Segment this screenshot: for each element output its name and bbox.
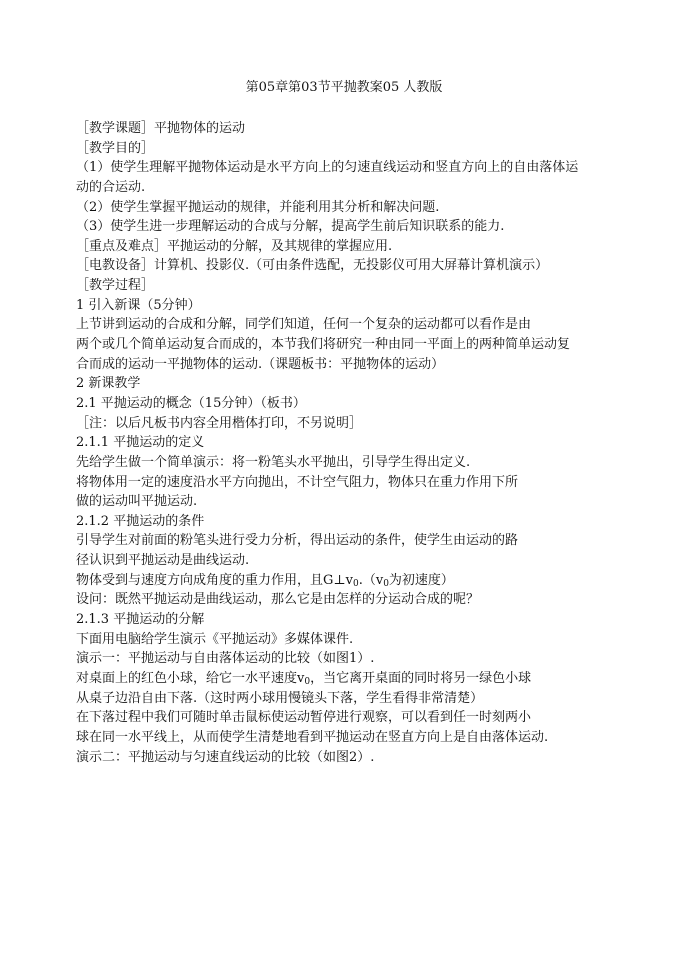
text-line: 两个或几个简单运动复合而成的，本节我们将研究一种由同一平面上的两种简单运动复 — [76, 337, 571, 353]
text-run: 为初速度） — [388, 572, 454, 588]
text-line: ［教学过程］ — [76, 278, 155, 294]
text-line: 下面用电脑给学生演示《平抛运动》多媒体课件. — [76, 631, 354, 647]
text-line: 做的运动叫平抛运动. — [76, 494, 198, 510]
text-line: 引导学生对前面的粉笔头进行受力分析，得出运动的条件，使学生由运动的路 — [76, 533, 519, 549]
text-line: ［教学课题］平抛物体的运动 — [76, 121, 246, 136]
text-line: 1 引入新课（5分钟） — [76, 297, 201, 313]
text-line: ［电教设备］计算机、投影仪.（可由条件选配，无投影仪可用大屏幕计算机演示） — [76, 258, 549, 274]
text-line: 在下落过程中我们可随时单击鼠标使运动暂停进行观察，可以看到任一时刻两小 — [76, 710, 532, 726]
text-line: ［教学目的］ — [76, 140, 155, 156]
text-line: 2.1.3 平抛运动的分解 — [76, 612, 205, 628]
text-line: 演示一：平抛运动与自由落体运动的比较（如图1）. — [76, 651, 375, 667]
text-line: 径认识到平抛运动是曲线运动. — [76, 553, 250, 569]
text-line: （3）使学生进一步理解运动的合成与分解，提高学生前后知识联系的能力. — [76, 219, 505, 235]
text-line: ［重点及难点］平抛运动的分解，及其规律的掌握应用. — [76, 238, 393, 254]
text-line: 从桌子边沿自由下落.（这时两小球用慢镜头下落，学生看得非常清楚） — [76, 690, 484, 706]
text-line: 演示二：平抛运动与匀速直线运动的比较（如图2）. — [76, 749, 375, 765]
text-line — [76, 669, 621, 689]
text-line: 动的合运动. — [76, 179, 146, 195]
text-run: 对桌面上的红色小球，给它一水平速度v — [76, 670, 305, 686]
text-line: 将物体用一定的速度沿水平方向抛出，不计空气阻力，物体只在重力作用下所 — [76, 474, 519, 490]
text-line: 2.1.1 平抛运动的定义 — [76, 435, 205, 451]
text-line: 设问：既然平抛运动是曲线运动，那么它是由怎样的分运动合成的呢？ — [76, 592, 480, 608]
text-run: 物体受到与速度方向成角度的重力作用，且G⊥v — [76, 572, 353, 588]
text-line: 2.1.2 平抛运动的条件 — [76, 513, 205, 529]
text-line: 2 新课教学 — [76, 376, 141, 392]
text-line: 上节讲到运动的合成和分解，同学们知道，任何一个复杂的运动都可以看作是由 — [76, 317, 532, 333]
document-body — [76, 119, 621, 767]
document-title: 第05章第03节平抛教案05 人教版 — [245, 80, 443, 95]
text-line: 合而成的运动一平抛物体的运动.（课题板书：平抛物体的运动） — [76, 356, 445, 372]
text-line: 先给学生做一个简单演示：将一粉笔头水平抛出，引导学生得出定义. — [76, 454, 471, 470]
subscript: 0 — [304, 676, 311, 687]
subscript: 0 — [352, 578, 359, 589]
text-line: （2）使学生掌握平抛运动的规律，并能利用其分析和解决问题. — [76, 199, 440, 215]
text-run: ，当它离开桌面的同时将另一绿色小球 — [310, 670, 532, 686]
text-line — [76, 571, 621, 591]
text-line: （1）使学生理解平抛物体运动是水平方向上的匀速直线运动和竖直方向上的自由落体运 — [76, 160, 579, 176]
text-run: .（v — [358, 572, 384, 588]
subscript: 0 — [383, 578, 389, 589]
text-line: 球在同一水平线上，从而使学生清楚地看到平抛运动在竖直方向上是自由落体运动. — [76, 729, 549, 745]
text-line: ［注：以后凡板书内容全用楷体打印，不另说明］ — [76, 415, 363, 431]
text-line: 2.1 平抛运动的概念（15分钟）（板书） — [76, 395, 306, 411]
